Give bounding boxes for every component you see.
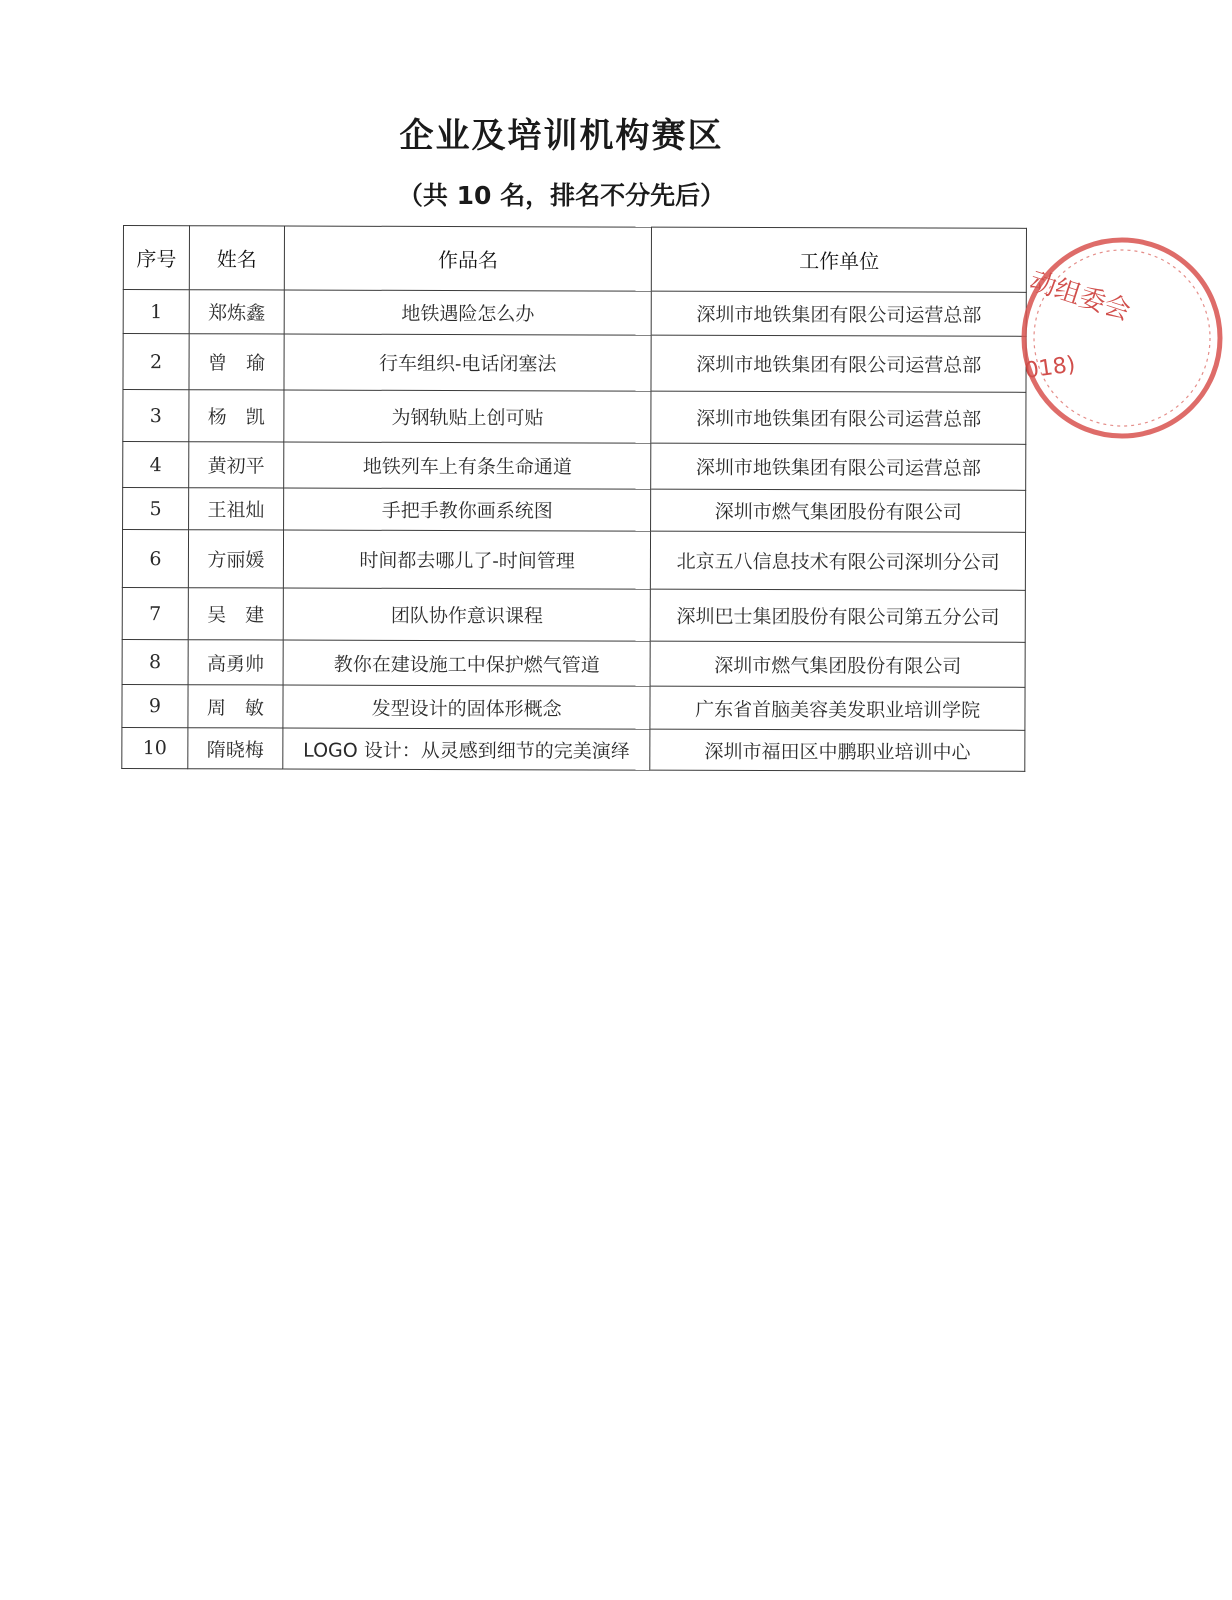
table-row: [122, 684, 1025, 730]
cell-seq: 5: [123, 488, 189, 530]
cell-seq: 6: [122, 530, 188, 588]
header-seq: 序号: [123, 226, 189, 290]
cell-unit: 深圳市地铁集团有限公司运营总部: [651, 443, 1026, 490]
cell-work: 发型设计的固体形概念: [283, 685, 651, 729]
cell-seq: 7: [122, 587, 188, 639]
table-row: [123, 442, 1026, 491]
cell-work: 团队协作意识课程: [283, 588, 651, 641]
official-seal-stamp: [1012, 228, 1232, 448]
cell-seq: 4: [123, 442, 189, 488]
table-row: [123, 334, 1026, 393]
cell-seq: 8: [122, 639, 188, 684]
table-row: [123, 488, 1026, 533]
cell-unit: 北京五八信息技术有限公司深圳分公司: [651, 531, 1026, 590]
cell-name: 隋晓梅: [188, 728, 283, 769]
table-row: [122, 587, 1025, 642]
cell-seq: 10: [122, 727, 188, 768]
cell-unit: 深圳市地铁集团有限公司运营总部: [651, 391, 1026, 444]
header-unit: 工作单位: [652, 227, 1027, 292]
cell-unit: 深圳市福田区中鹏职业培训中心: [650, 729, 1025, 771]
seal-text-fragment: 动组委会: [1025, 266, 1135, 327]
cell-seq: 1: [123, 290, 189, 334]
cell-name: 王祖灿: [188, 488, 283, 530]
table-row: [122, 639, 1025, 687]
table-row: [123, 390, 1026, 445]
cell-work: 手把手教你画系统图: [283, 488, 651, 531]
cell-work: 地铁列车上有条生命通道: [284, 442, 652, 489]
cell-name: 吴 建: [188, 588, 283, 640]
cell-seq: 9: [122, 684, 188, 727]
cell-unit: 广东省首脑美容美发职业培训学院: [650, 686, 1025, 730]
cell-name: 方丽媛: [188, 530, 283, 588]
cell-work: LOGO 设计：从灵感到细节的完美演绎: [283, 728, 651, 770]
document-subtitle: （共 10 名，排名不分先后）: [397, 181, 726, 210]
cell-work: 为钢轨贴上创可贴: [284, 390, 652, 443]
cell-name: 黄初平: [189, 442, 284, 488]
cell-name: 曾 瑜: [189, 334, 284, 390]
cell-work: 教你在建设施工中保护燃气管道: [283, 640, 651, 686]
cell-unit: 深圳市燃气集团股份有限公司: [651, 489, 1026, 532]
table-header-row: [123, 226, 1026, 293]
cell-seq: 3: [123, 390, 189, 442]
document-title: 企业及培训机构赛区: [399, 116, 724, 156]
cell-name: 高勇帅: [188, 640, 283, 685]
cell-work: 地铁遇险怎么办: [284, 290, 652, 335]
cell-unit: 深圳巴士集团股份有限公司第五分公司: [651, 589, 1026, 642]
cell-unit: 深圳市地铁集团有限公司运营总部: [651, 335, 1026, 392]
cell-unit: 深圳市地铁集团有限公司运营总部: [652, 291, 1027, 336]
seal-year-fragment: 018): [1023, 352, 1077, 384]
cell-seq: 2: [123, 334, 189, 390]
table-row: [122, 727, 1025, 771]
table-row: [123, 290, 1026, 337]
table-row: [122, 530, 1025, 591]
cell-work: 时间都去哪儿了-时间管理: [283, 530, 651, 589]
cell-name: 杨 凯: [189, 390, 284, 442]
cell-name: 郑炼鑫: [189, 290, 284, 334]
cell-name: 周 敏: [188, 685, 283, 728]
header-name: 姓名: [189, 226, 284, 290]
award-table: [121, 225, 1027, 772]
header-work: 作品名: [284, 226, 652, 291]
cell-work: 行车组织-电话闭塞法: [284, 334, 652, 391]
cell-unit: 深圳市燃气集团股份有限公司: [650, 641, 1025, 687]
